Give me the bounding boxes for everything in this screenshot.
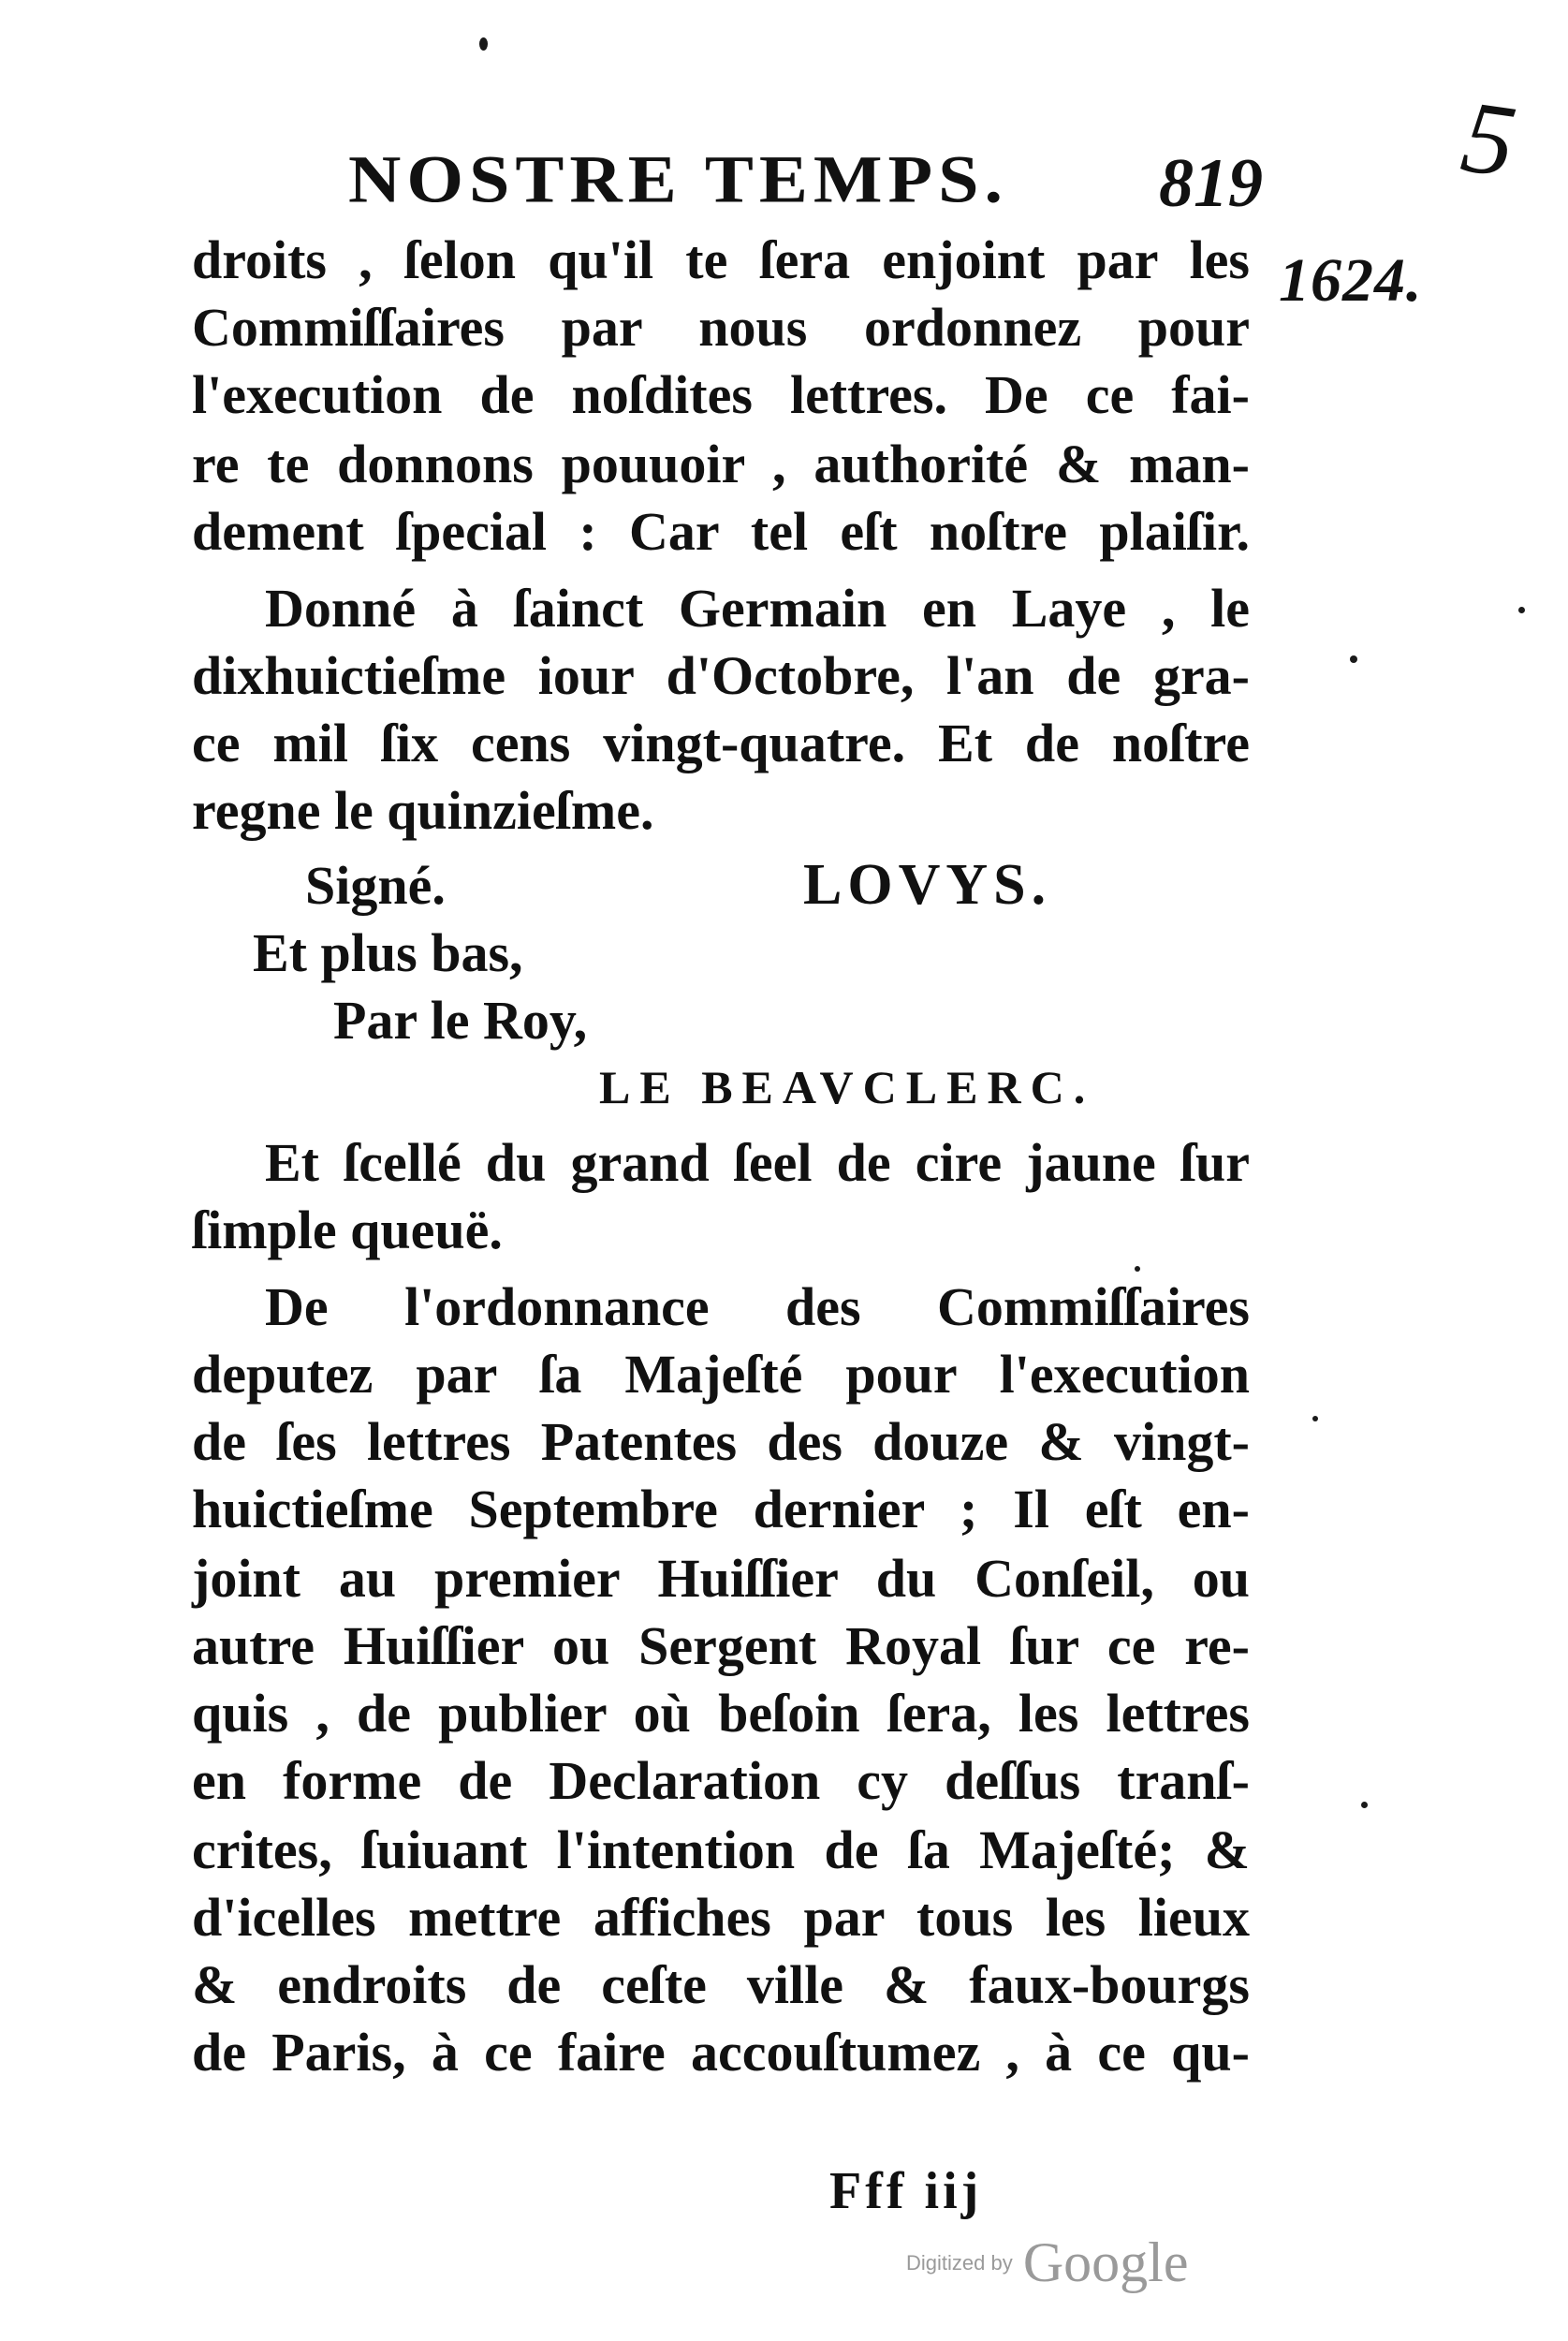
signature-mark: Fff iij (829, 2162, 983, 2220)
ink-speck (1518, 607, 1525, 613)
ordinance-line: deputez par ſa Majeſté pour l'execution (192, 1344, 1250, 1405)
par-le-roy-label: Par le Roy, (333, 990, 588, 1051)
ordinance-line: en forme de Declaration cy deſſus tranſ- (192, 1750, 1250, 1811)
margin-year: 1624. (1279, 246, 1423, 315)
body-line: regne le quinzieſme. (192, 780, 654, 841)
king-name: LOVYS. (803, 853, 1052, 917)
ordinance-line: quis , de publier où beſoin ſera, les lettres (192, 1683, 1250, 1744)
ink-speck (1135, 1266, 1140, 1272)
ink-speck (1350, 655, 1357, 663)
ordinance-line: joint au premier Huiſſier du Conſeil, ou (192, 1548, 1250, 1609)
ordinance-line: crites, ſuiuant l'intention de ſa Majeſté; & (192, 1819, 1250, 1880)
body-line: dement ſpecial : Car tel eſt noſtre plaiſir. (192, 501, 1250, 562)
secretary-name: LE BEAVCLERC. (599, 1061, 1095, 1113)
ordinance-line: huictieſme Septembre dernier ; Il eſt en- (192, 1479, 1250, 1539)
body-line: l'execution de noſdites lettres. De ce fai- (192, 364, 1250, 425)
signe-label: Signé. (305, 855, 446, 916)
ordinance-line: autre Huiſſier ou Sergent Royal ſur ce re- (192, 1615, 1250, 1676)
ink-speck (1312, 1416, 1318, 1421)
plus-bas-label: Et plus bas, (253, 922, 523, 983)
page-number: 819 (1159, 145, 1263, 222)
body-line: Commiſſaires par nous ordonnez pour (192, 297, 1250, 358)
body-line: Donné à ſainct Germain en Laye , le (265, 578, 1250, 639)
ordinance-line: De l'ordonnance des Commiſſaires (265, 1276, 1250, 1337)
body-line: droits , ſelon qu'il te ſera enjoint par les (192, 229, 1250, 290)
ink-speck (479, 37, 488, 51)
body-line: re te donnons pouuoir , authorité & man- (192, 434, 1250, 494)
body-line: dixhuictieſme iour d'Octobre, l'an de gra- (192, 645, 1250, 706)
ink-speck (1361, 1802, 1368, 1808)
body-line: ce mil ſix cens vingt-quatre. Et de noſtre (192, 713, 1250, 773)
margin-mark: 5 (1455, 78, 1523, 199)
seal-line: Et ſcellé du grand ſeel de cire jaune ſur (265, 1132, 1250, 1193)
google-logo: Google (1022, 2231, 1189, 2293)
watermark-prefix: Digitized by (906, 2250, 1013, 2275)
ordinance-line: de Paris, à ce faire accouſtumez , à ce qu- (192, 2022, 1250, 2083)
running-title: NOSTRE TEMPS. (348, 140, 1009, 216)
ordinance-line: d'icelles mettre affiches par tous les lieux (192, 1887, 1250, 1948)
ordinance-line: de ſes lettres Patentes des douze & vingt- (192, 1411, 1250, 1472)
seal-line: ſimple queuë. (192, 1200, 503, 1260)
ordinance-line: & endroits de ceſte ville & faux-bourgs (192, 1954, 1250, 2015)
digitized-watermark (906, 2231, 1188, 2295)
